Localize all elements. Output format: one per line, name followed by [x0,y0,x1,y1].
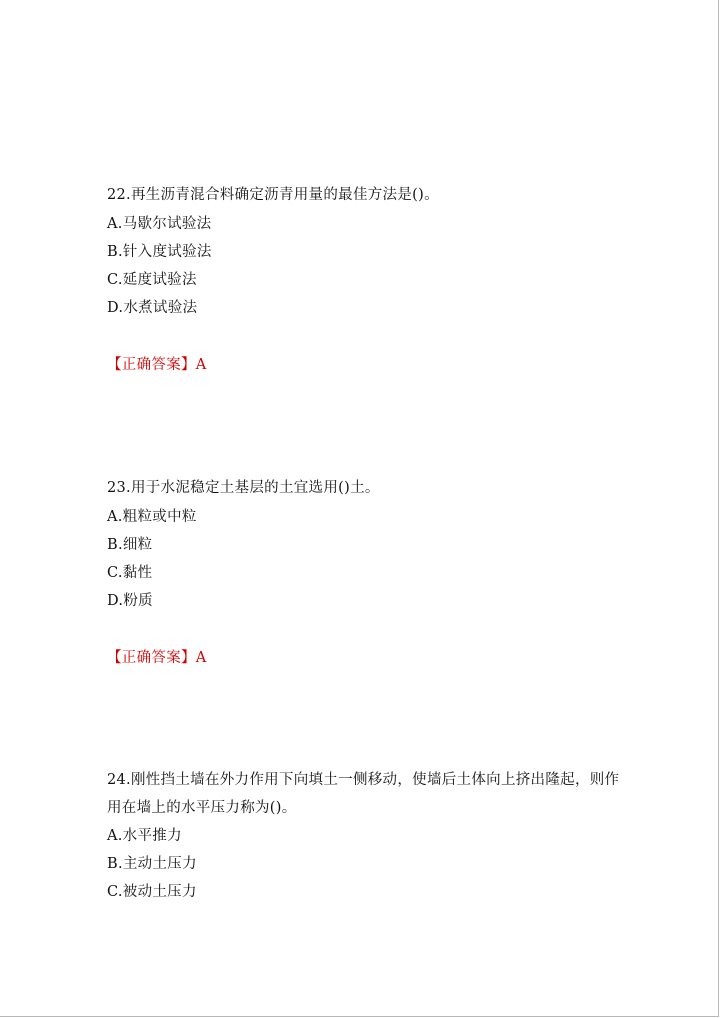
question-22-option-a: A.马歇尔试验法 [107,216,212,232]
question-24-option-c: C.被动土压力 [107,884,197,900]
question-24-option-a: A.水平推力 [107,828,182,844]
question-24-stem-line-2: 用在墙上的水平压力称为()。 [107,800,297,816]
question-23-option-b: B.细粒 [107,537,153,553]
question-22-option-d: D.水煮试验法 [107,300,198,316]
question-22-option-b: B.针入度试验法 [107,244,212,260]
question-22-answer: 【正确答案】A [107,357,207,373]
question-23-option-a: A.粗粒或中粒 [107,509,197,525]
question-24-stem-line-1: 24.刚性挡土墙在外力作用下向填土一侧移动，使墙后土体向上挤出隆起，则作 [107,772,620,788]
question-22-stem: 22.再生沥青混合料确定沥青用量的最佳方法是()。 [107,187,439,203]
question-24-option-b: B.主动土压力 [107,856,197,872]
question-23-answer: 【正确答案】A [107,650,207,666]
question-23-option-d: D.粉质 [107,593,153,609]
question-23-stem: 23.用于水泥稳定土基层的土宜选用()土。 [107,480,380,496]
question-23-option-c: C.黏性 [107,565,153,581]
question-22-option-c: C.延度试验法 [107,272,197,288]
